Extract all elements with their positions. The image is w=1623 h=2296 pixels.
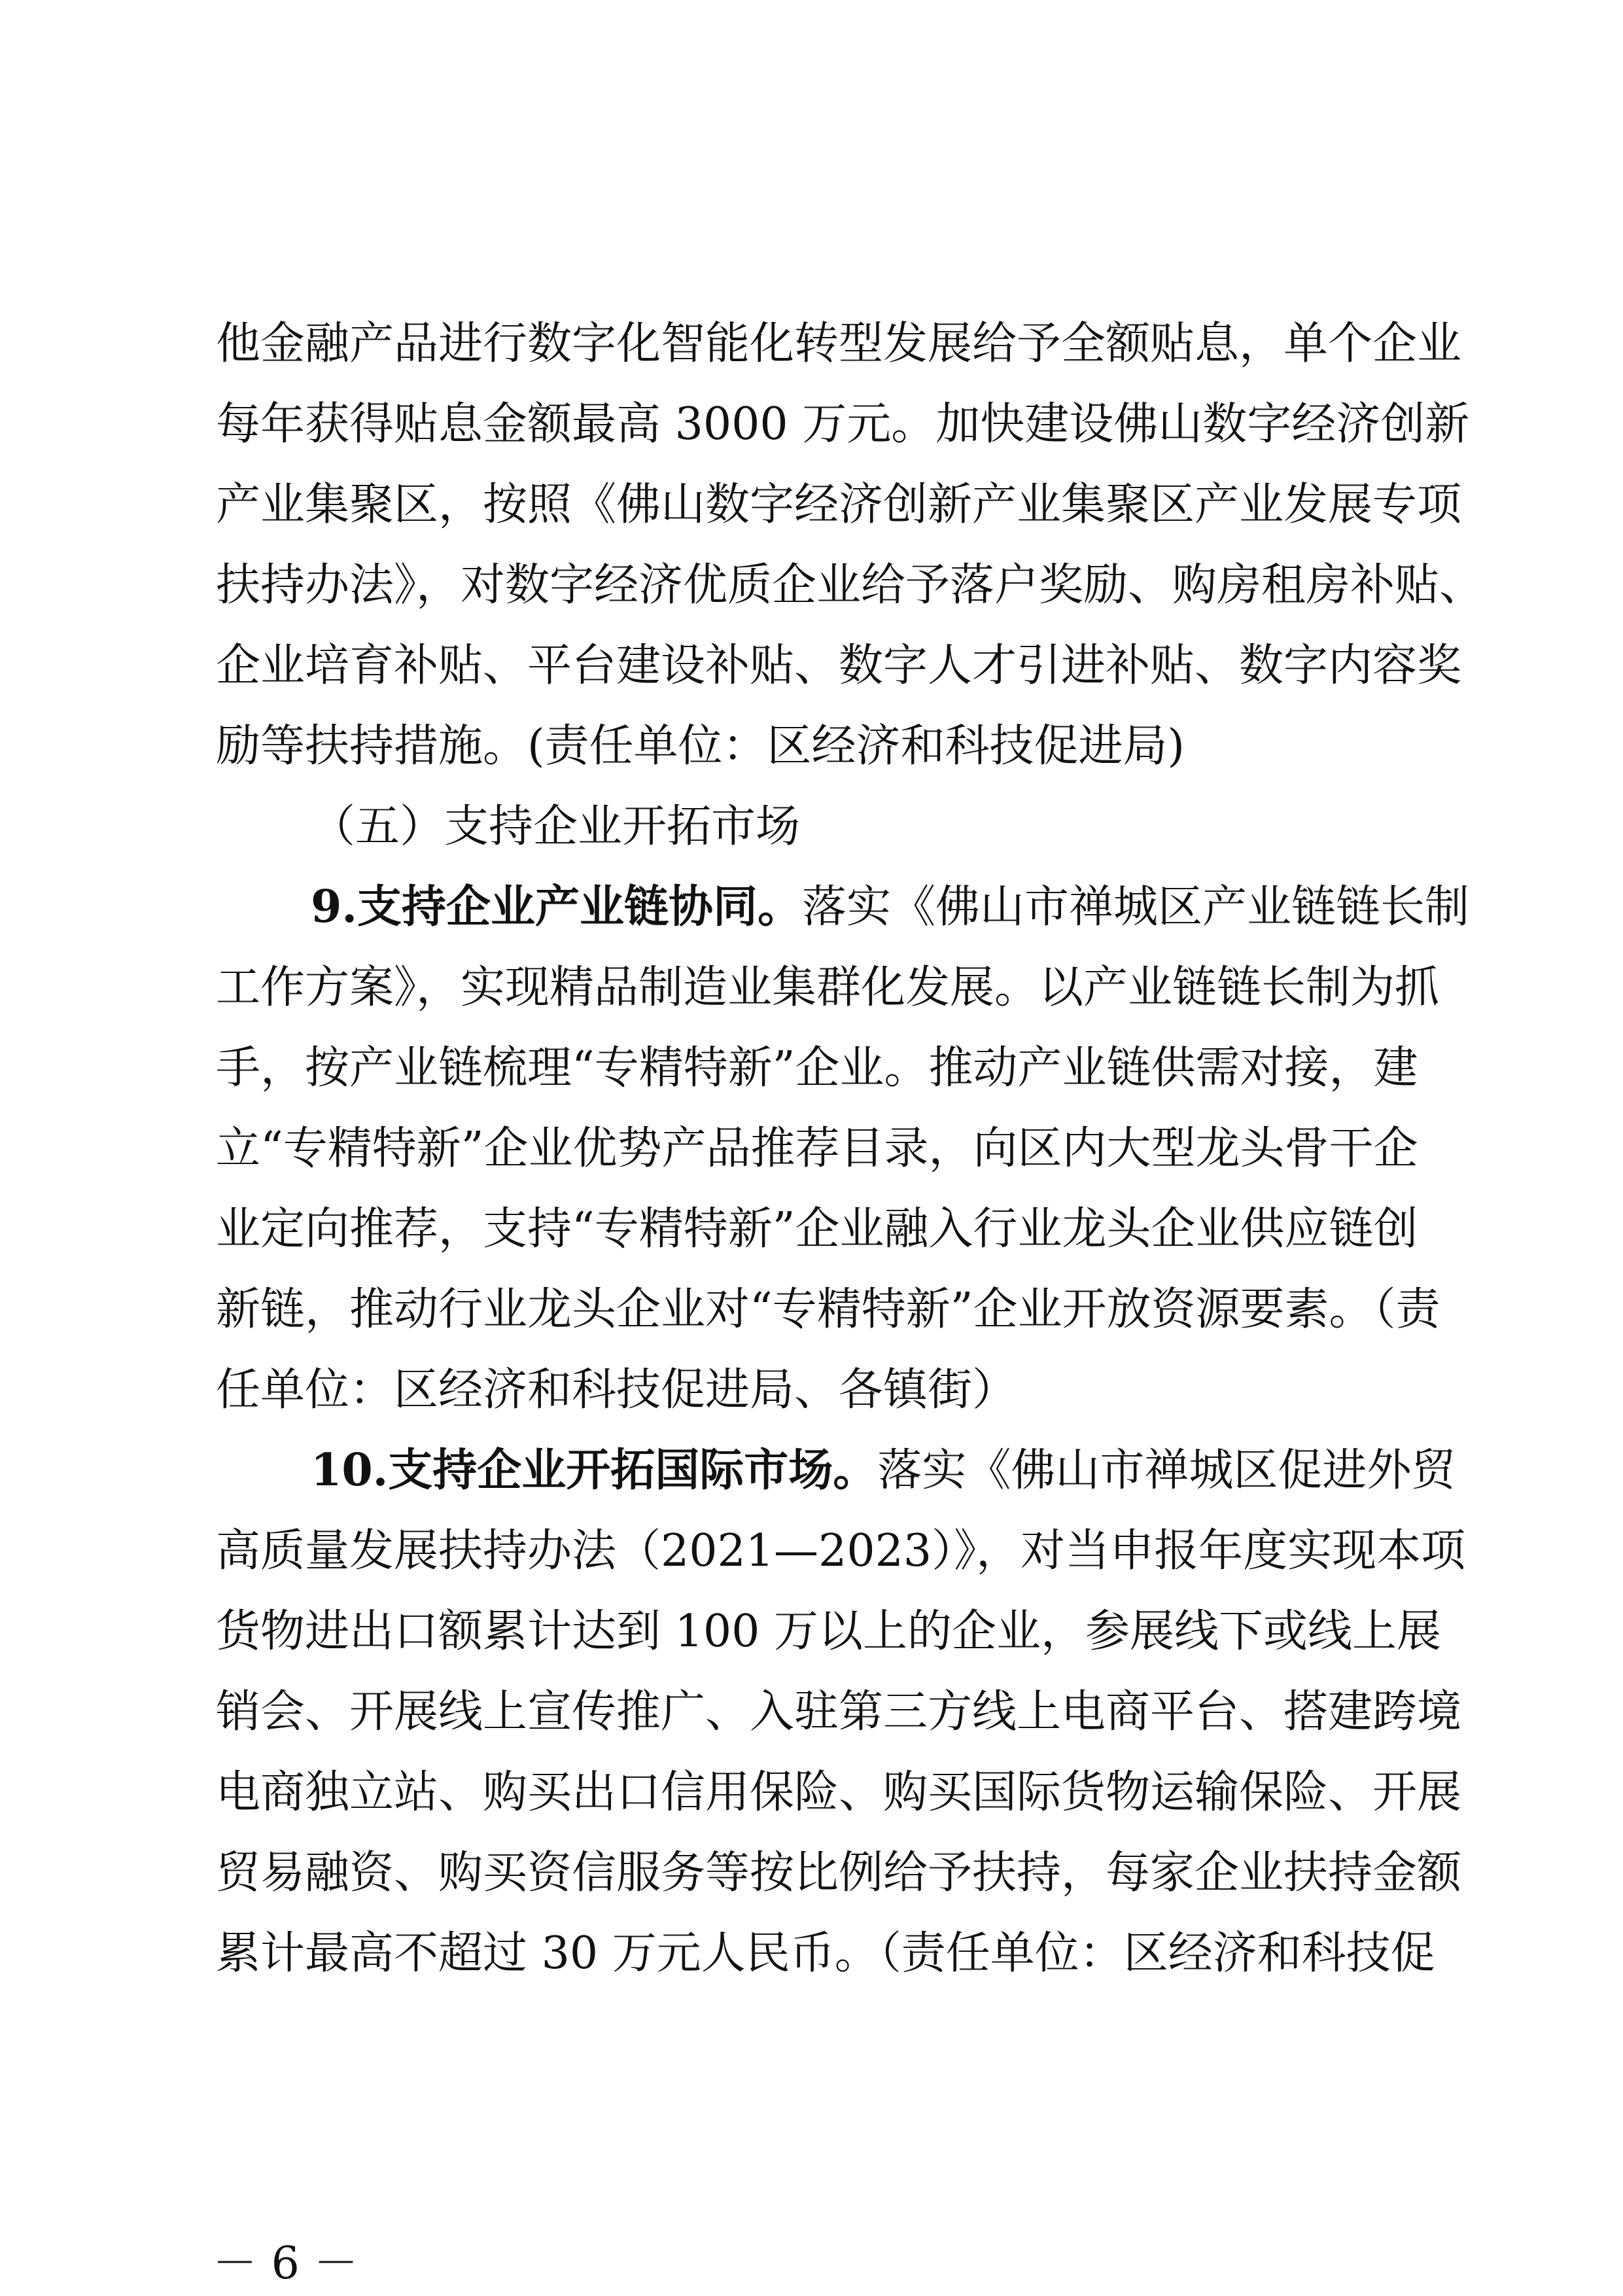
- item-10-heading-line: 10.支持企业开拓国际市场。落实《佛山市禅城区促进外贸: [311, 1444, 1456, 1496]
- page-number: － 6 －: [213, 2238, 358, 2289]
- body-line-21: 累计最高不超过 30 万元人民币。（责任单位：区经济和科技促: [216, 1928, 1435, 1979]
- body-line-5: 企业培育补贴、平台建设补贴、数字人才引进补贴、数字内容奖: [216, 640, 1462, 692]
- body-line-6: 励等扶持措施。(责任单位：区经济和科技促进局): [216, 720, 1185, 772]
- body-line-4: 扶持办法》，对数字经济优质企业给予落户奖励、购房租房补贴、: [216, 559, 1484, 611]
- body-line-2: 每年获得贴息金额最高 3000 万元。加快建设佛山数字经济创新: [216, 398, 1470, 450]
- body-line-17: 货物进出口额累计达到 100 万以上的企业，参展线下或线上展: [216, 1606, 1442, 1657]
- body-line-18: 销会、开展线上宣传推广、入驻第三方线上电商平台、搭建跨境: [216, 1686, 1462, 1738]
- body-line-14: 任单位：区经济和科技促进局、各镇街）: [216, 1364, 1017, 1416]
- body-line-9: 工作方案》，实现精品制造业集群化发展。以产业链链长制为抓: [216, 962, 1440, 1014]
- body-line-12: 业定向推荐，支持“专精特新”企业融入行业龙头企业供应链创: [216, 1203, 1418, 1255]
- body-line-16: 高质量发展扶持办法（2021—2023）》，对当申报年度实现本项: [216, 1525, 1466, 1577]
- body-line-19: 电商独立站、购买出口信用保险、购买国际货物运输保险、开展: [216, 1767, 1462, 1818]
- body-line-10: 手，按产业链梳理“专精特新”企业。推动产业链供需对接，建: [216, 1042, 1418, 1094]
- body-line-13: 新链，推动行业龙头企业对“专精特新”企业开放资源要素。（责: [216, 1284, 1440, 1335]
- body-line-1: 他金融产品进行数字化智能化转型发展给予全额贴息，单个企业: [216, 318, 1462, 370]
- item-9-heading-line: 9.支持企业产业链协同。落实《佛山市禅城区产业链链长制: [311, 881, 1470, 933]
- body-line-3: 产业集聚区，按照《佛山数字经济创新产业集聚区产业发展专项: [216, 479, 1462, 531]
- section-heading: （五）支持企业开拓市场: [311, 801, 801, 853]
- body-line-11: 立“专精特新”企业优势产品推荐目录，向区内大型龙头骨干企: [216, 1123, 1418, 1174]
- body-line-20: 贸易融资、购买资信服务等按比例给予扶持，每家企业扶持金额: [216, 1847, 1462, 1899]
